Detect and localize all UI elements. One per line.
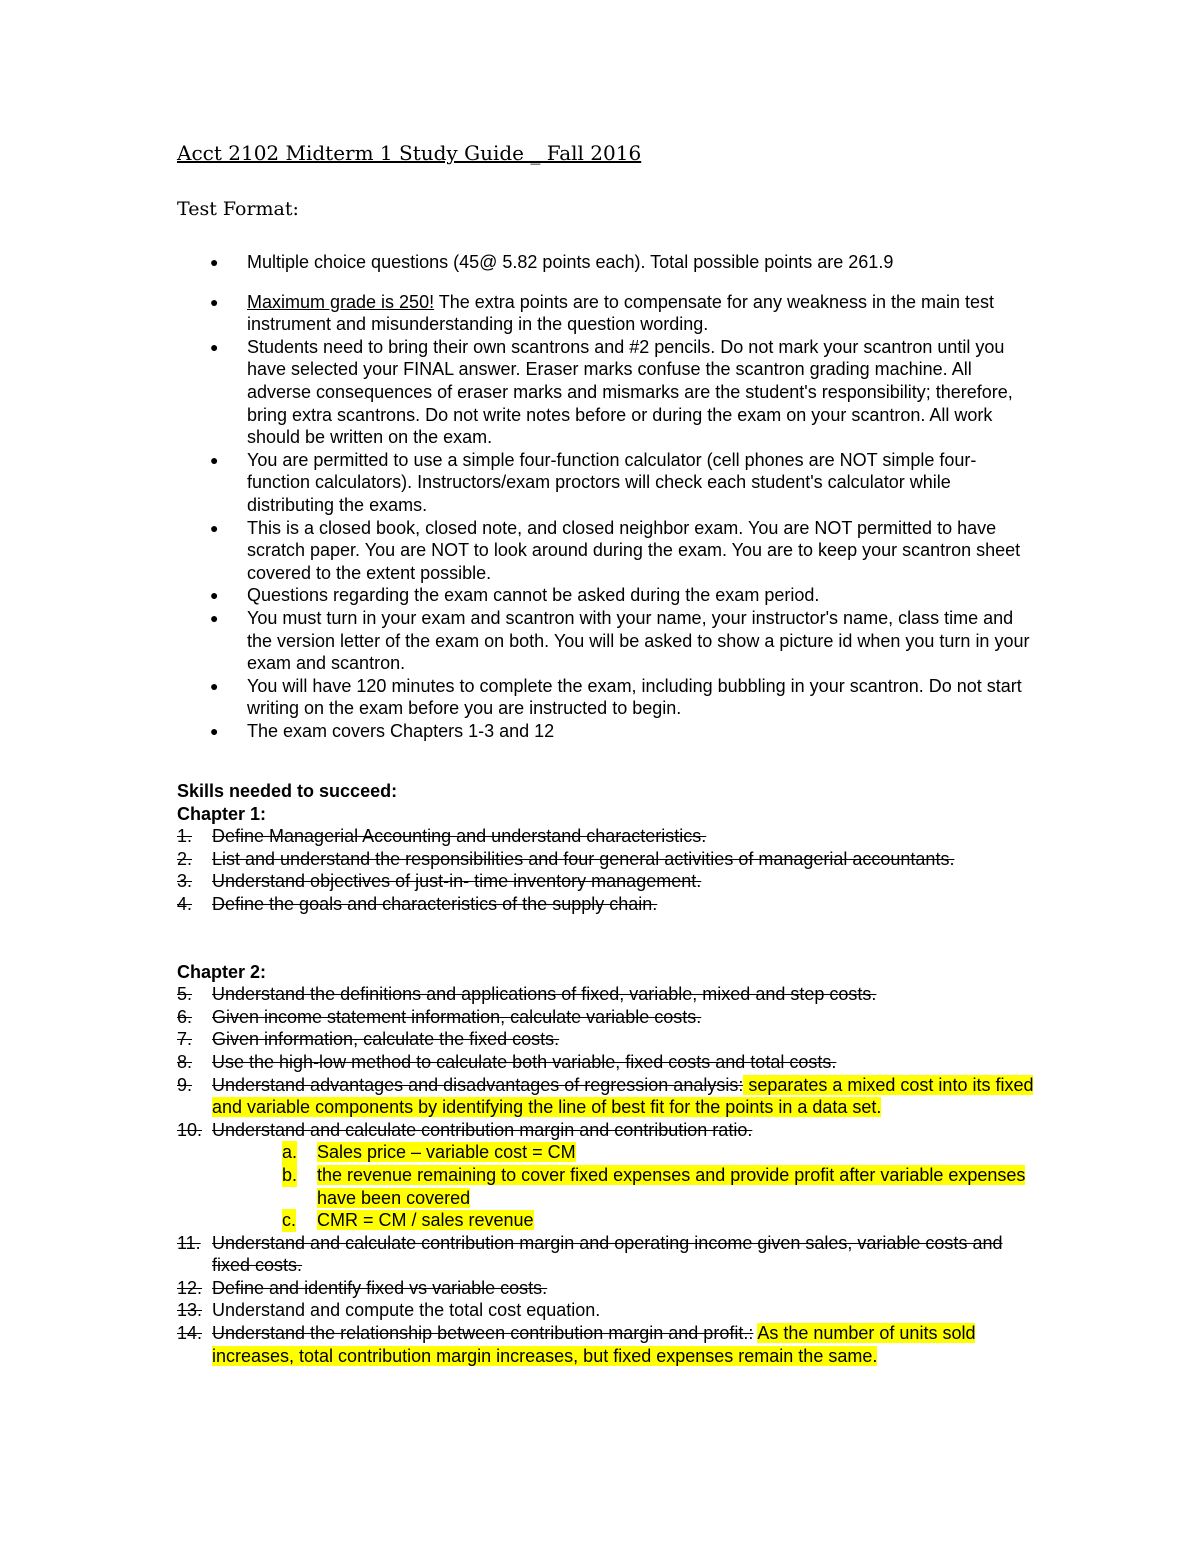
chapter2-heading: Chapter 2: <box>177 961 267 982</box>
list-item: ● You will have 120 minutes to complete the exam, including bubbling in your scantron. Do not start writing on the exam before you are instructed to begin. <box>210 675 1022 719</box>
chapter2-item: 8. Use the high-low method to calculate both variable, fixed costs and total costs. <box>177 1051 837 1072</box>
skills-section <box>177 780 1037 1367</box>
spacer <box>177 916 1037 961</box>
chapter1-item: 2. List and understand the responsibilities and four general activities of managerial accountants. <box>177 848 955 869</box>
list-item: ● Questions regarding the exam cannot be asked during the exam period. <box>210 585 820 606</box>
chapter2-item: 11. Understand and calculate contribution margin and operating income given sales, variable costs and fixed costs. <box>177 1232 1003 1276</box>
chapter2-item: 7. Given information, calculate the fixed costs. <box>177 1029 560 1050</box>
chapter2-item: 14. Understand the relationship between contribution margin and profit.: As the number of units sold increases, total contribution margin increases, but fixed expenses remain the same. <box>177 1323 976 1366</box>
chapter2-item: 5. Understand the definitions and applications of fixed, variable, mixed and step costs. <box>177 984 877 1005</box>
list-item: ● You are permitted to use a simple four-function calculator (cell phones are NOT simple four-function calculators). Instructors/exam proctors will check each student's calculator while distributing the exams. <box>210 449 977 515</box>
bullet-icon: ● <box>210 722 219 739</box>
list-item: ● Students need to bring their own scantrons and #2 pencils. Do not mark your scantron until you have selected your FINAL answer. Eraser marks confuse the scantron grading machine. All adverse consequences of eraser marks and mismarks are the student's responsibility; therefore, bring extra scantrons. Do not write notes before or during the exam on your scantron. All work should be written on the exam. <box>210 336 1013 448</box>
list-item: ● Multiple choice questions (45@ 5.82 points each). Total possible points are 261.9 <box>210 252 894 272</box>
bullet-icon: ● <box>210 609 219 626</box>
chapter1-item: 4. Define the goals and characteristics of the supply chain. <box>177 893 658 914</box>
bullet-icon: ● <box>210 254 219 270</box>
chapter1-heading: Chapter 1: <box>177 803 267 824</box>
bullet-icon: ● <box>210 677 219 694</box>
skills-heading: Skills needed to succeed: <box>177 781 398 801</box>
test-format-list <box>208 251 1038 742</box>
bullet-icon: ● <box>210 451 219 468</box>
bullet-icon: ● <box>210 293 219 310</box>
chapter2-item: 6. Given income statement information, calculate variable costs. <box>177 1006 702 1027</box>
chapter2-item: 12. Define and identify fixed vs variable costs. <box>177 1277 548 1298</box>
bullet-icon: ● <box>210 587 219 604</box>
chapter2-subitem: a. Sales price – variable cost = CM <box>282 1142 576 1163</box>
chapter1-item: 1. Define Managerial Accounting and understand characteristics. <box>177 826 707 847</box>
chapter1-item: 3. Understand objectives of just-in- time inventory management. <box>177 871 702 892</box>
chapter2-item: 9. Understand advantages and disadvantages of regression analysis: separates a mixed cost into its fixed and variable components by identifying the line of best fit for the points in a data set. <box>177 1074 1034 1118</box>
list-item: ● The exam covers Chapters 1-3 and 12 <box>210 720 555 741</box>
highlighted-note: As the number of units sold increases, total contribution margin increases, but fixed expenses remain the same. <box>212 1323 976 1366</box>
chapter2-item: 13. Understand and compute the total cost equation. <box>177 1300 601 1321</box>
highlighted-note: separates a mixed cost into its fixed and variable components by identifying the line of best fit for the points in a data set. <box>212 1074 1034 1118</box>
chapter2-item: 10. Understand and calculate contribution margin and contribution ratio. <box>177 1119 753 1140</box>
list-item: ● You must turn in your exam and scantron with your name, your instructor's name, class time and the version letter of the exam on both. You will be asked to show a picture id when you turn in your exam and scantron. <box>210 607 1030 674</box>
document-title: Acct 2102 Midterm 1 Study Guide _ Fall 2016 <box>177 141 642 165</box>
chapter2-subitem: c. CMR = CM / sales revenue <box>282 1210 534 1231</box>
chapter2-subitem: b. the revenue remaining to cover fixed expenses and provide profit after variable expenses have been covered <box>282 1164 1026 1208</box>
list-item: ● This is a closed book, closed note, and closed neighbor exam. You are NOT permitted to have scratch paper. You are NOT to look around during the exam. You are to keep your scantron sheet covered to the extent possible. <box>210 517 1021 583</box>
bullet-icon: ● <box>210 519 219 536</box>
list-item: ● Maximum grade is 250! The extra points are to compensate for any weakness in the main test instrument and misunderstanding in the question wording. <box>210 291 995 335</box>
test-format-heading: Test Format: <box>177 198 299 220</box>
bullet-icon: ● <box>210 338 219 355</box>
